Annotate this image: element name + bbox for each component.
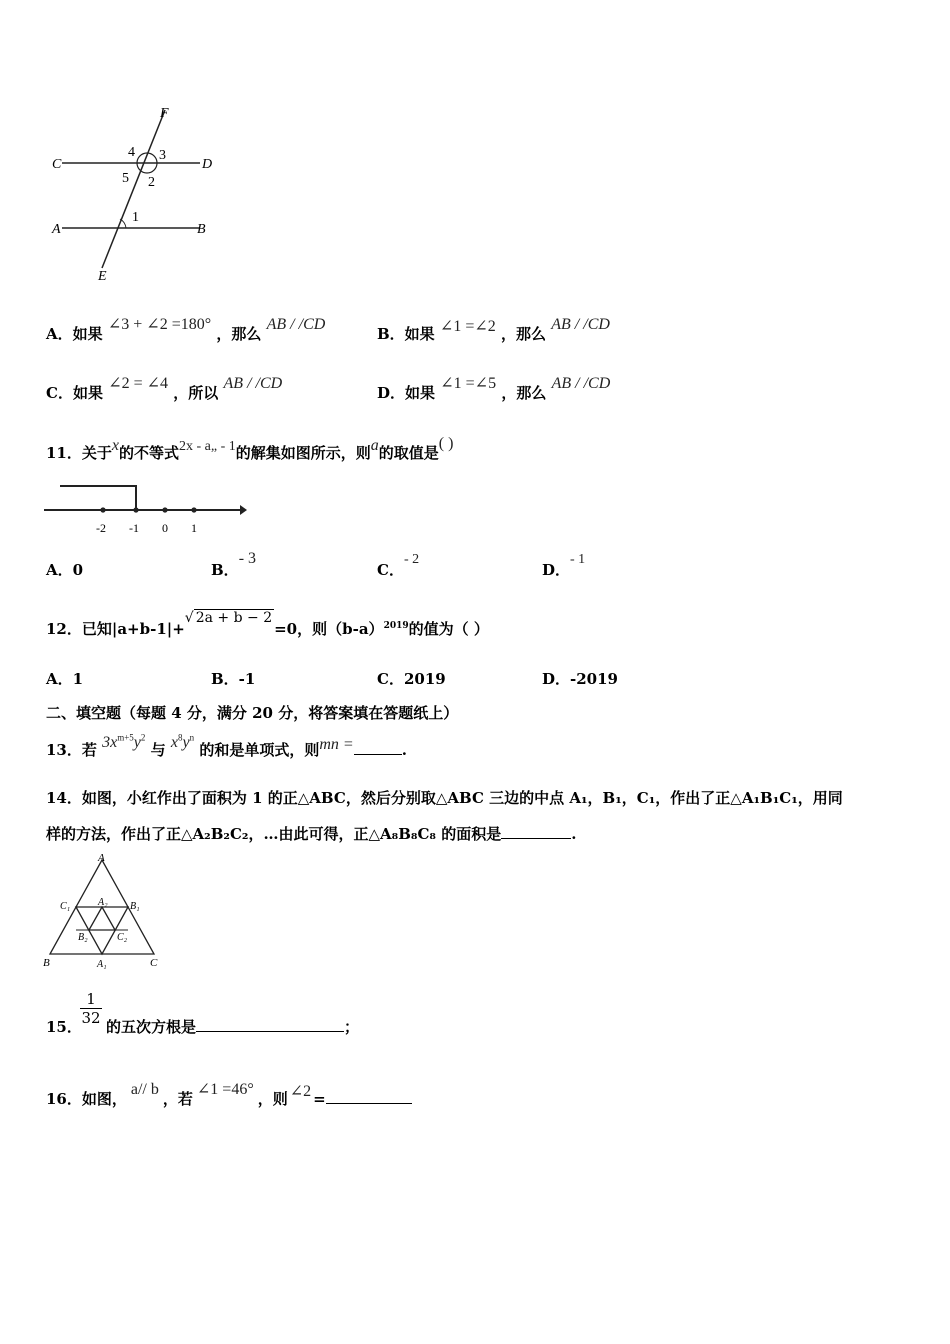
q10-option-d: D．如果 ∠1 =∠5 ，那么 AB / /CD	[377, 375, 611, 402]
label-b: B	[197, 222, 206, 237]
solution-bracket	[60, 486, 136, 510]
q15-text: 的五次方根是 ；	[106, 1018, 360, 1036]
answer-blank[interactable]	[196, 1017, 344, 1032]
label-5: 5	[122, 171, 129, 186]
q11-option-c: C．- 2	[377, 552, 420, 579]
label-d: D	[202, 157, 213, 172]
q15-num: 15．	[46, 1018, 82, 1036]
q16-stem: 16．如图，a// b，若∠1 =46°，则 ∠2 =	[46, 1088, 412, 1109]
label-c1: C₁	[60, 901, 71, 912]
triangle-a2b2c2	[89, 907, 115, 930]
q12-option-b: B．-1	[211, 670, 256, 688]
q12-option-a: A．1	[46, 670, 84, 688]
label-c: C	[150, 957, 158, 969]
label-c2: C₂	[117, 932, 128, 943]
q11-option-b: B．- 3	[211, 550, 257, 579]
number-line	[44, 480, 249, 540]
label-e: E	[98, 269, 107, 284]
arrow-head	[240, 505, 247, 515]
answer-blank[interactable]	[501, 824, 571, 839]
sqrt-expression: √ 2a + b − 2	[184, 610, 273, 626]
label-b1: B₁	[130, 901, 140, 912]
q14-line2: 样的方法，作出了正△A₂B₂C₂，…由此可得，正△A₈B₈C₈ 的面积是 .	[46, 825, 577, 843]
triangle-figure	[40, 850, 170, 972]
label-f: F	[160, 106, 169, 121]
tick-point	[162, 507, 167, 512]
q10-option-b: B．如果 ∠1 =∠2 ，那么 AB / /CD	[377, 316, 610, 343]
answer-blank[interactable]	[354, 740, 402, 755]
q11-stem: 11．关于x的不等式2x - a„ - 1的解集如图所示，则a的取值是( )	[46, 435, 454, 462]
label-c: C	[52, 157, 62, 172]
label-a2: A₂	[98, 897, 108, 908]
q10-option-c: C．如果 ∠2 = ∠4 ，所以 AB / /CD	[46, 375, 283, 402]
q11-option-a: A．0	[46, 561, 84, 579]
label-1: 1	[132, 210, 139, 225]
parallel-lines-figure	[40, 100, 230, 285]
label-b2: B₂	[78, 932, 88, 943]
tick-label: -1	[129, 521, 139, 535]
tick-point	[133, 507, 138, 512]
transversal-ef	[102, 110, 165, 268]
tick-label: 0	[162, 521, 168, 535]
label-4: 4	[128, 145, 135, 160]
q14-line1: 14．如图，小红作出了面积为 1 的正△ABC，然后分别取△ABC 三边的中点 A₁，B₁，C₁，作出了正△A₁B₁C₁，用同	[46, 789, 843, 807]
fraction-1-32: 1 32	[81, 990, 101, 1027]
label-a1: A₁	[97, 959, 107, 970]
section-heading: 二、填空题（每题 4 分，满分 20 分，将答案填在答题纸上）	[46, 704, 459, 722]
label-a: A	[98, 852, 105, 864]
q12-option-c: C．2019	[377, 670, 446, 688]
q12-option-d: D．-2019	[542, 670, 618, 688]
tick-label: 1	[191, 521, 197, 535]
label-a: A	[52, 222, 61, 237]
q10-option-a: A．如果 ∠3 + ∠2 =180° ，那么 AB / /CD	[46, 316, 326, 343]
label-3: 3	[159, 148, 166, 163]
tick-label: -2	[96, 521, 106, 535]
tick-point	[100, 507, 105, 512]
label-b: B	[43, 957, 50, 969]
tick-point	[191, 507, 196, 512]
q13-stem: 13．若 $3x^{m+5}y^2$ 与 $x^8y^n$ 的和是单项式，则mn = .	[46, 732, 407, 759]
q12-stem: 12．已知|a+b-1|+√ 2a + b − 2=0，则$(b-a)^{2019}$的值为（ ）	[46, 610, 489, 638]
q11-option-d: D．- 1	[542, 552, 586, 579]
answer-blank[interactable]	[326, 1089, 412, 1104]
label-2: 2	[148, 175, 155, 190]
